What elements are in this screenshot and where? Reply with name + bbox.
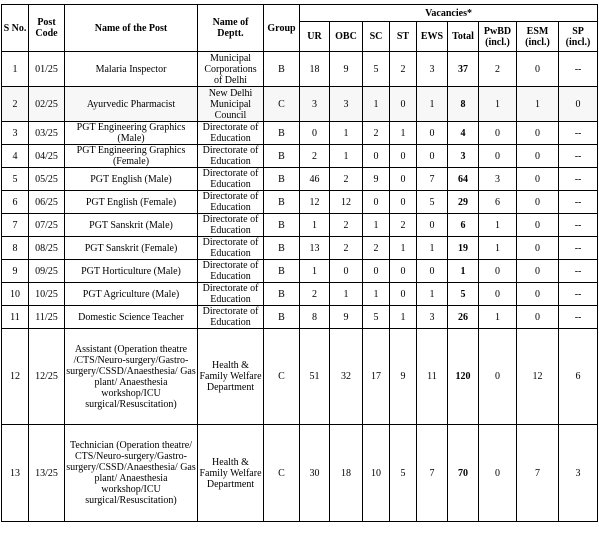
row-sp-cell: 3 — [559, 425, 598, 522]
row-obc-cell: 2 — [330, 237, 363, 260]
row-ur-cell: 12 — [300, 191, 330, 214]
row-sno-cell: 7 — [2, 214, 29, 237]
row-post-name-cell: Ayurvedic Pharmacist — [65, 87, 198, 122]
row-post-name-cell: PGT English (Female) — [65, 191, 198, 214]
row-esm-cell: 0 — [517, 52, 559, 87]
header-deptt: Name of Deptt. — [198, 5, 264, 52]
row-total-cell: 3 — [448, 145, 479, 168]
row-group-cell: B — [264, 191, 300, 214]
row-sno-cell: 6 — [2, 191, 29, 214]
row-post-name-cell: PGT Agriculture (Male) — [65, 283, 198, 306]
row-deptt-cell: Health & Family Welfare Department — [198, 425, 264, 522]
row-post-code-cell: 11/25 — [29, 306, 65, 329]
row-post-name-cell: Domestic Science Teacher — [65, 306, 198, 329]
row-total-cell: 70 — [448, 425, 479, 522]
row-obc-cell: 0 — [330, 260, 363, 283]
row-post-name-cell: PGT Sanskrit (Female) — [65, 237, 198, 260]
header-ur: UR — [300, 22, 330, 52]
row-total-cell: 4 — [448, 122, 479, 145]
row-pwbd-cell: 3 — [479, 168, 517, 191]
row-group-cell: B — [264, 52, 300, 87]
row-post-code-cell: 12/25 — [29, 329, 65, 425]
row-total-cell: 29 — [448, 191, 479, 214]
row-sp-cell: -- — [559, 260, 598, 283]
row-sno-cell: 9 — [2, 260, 29, 283]
row-ur-cell: 3 — [300, 87, 330, 122]
row-total-cell: 8 — [448, 87, 479, 122]
row-deptt-cell: New Delhi Municipal Council — [198, 87, 264, 122]
row-pwbd-cell: 0 — [479, 145, 517, 168]
row-ur-cell: 1 — [300, 214, 330, 237]
row-sc-cell: 1 — [363, 283, 390, 306]
vacancy-table — [1, 4, 598, 522]
row-ews-cell: 7 — [417, 168, 448, 191]
table-row — [2, 260, 598, 283]
table-row — [2, 52, 598, 87]
row-pwbd-cell: 1 — [479, 237, 517, 260]
row-pwbd-cell: 1 — [479, 87, 517, 122]
row-deptt-cell: Directorate of Education — [198, 237, 264, 260]
row-obc-cell: 32 — [330, 329, 363, 425]
row-ur-cell: 18 — [300, 52, 330, 87]
row-group-cell: B — [264, 122, 300, 145]
row-sc-cell: 5 — [363, 306, 390, 329]
row-group-cell: C — [264, 87, 300, 122]
row-esm-cell: 0 — [517, 122, 559, 145]
row-ur-cell: 2 — [300, 283, 330, 306]
row-post-name-cell: PGT Engineering Graphics (Male) — [65, 122, 198, 145]
header-sno: S No. — [2, 5, 29, 52]
row-st-cell: 0 — [390, 283, 417, 306]
row-st-cell: 0 — [390, 168, 417, 191]
row-obc-cell: 3 — [330, 87, 363, 122]
row-deptt-cell: Directorate of Education — [198, 191, 264, 214]
row-st-cell: 0 — [390, 260, 417, 283]
row-esm-cell: 0 — [517, 168, 559, 191]
row-post-code-cell: 13/25 — [29, 425, 65, 522]
row-sno-cell: 10 — [2, 283, 29, 306]
row-esm-cell: 0 — [517, 283, 559, 306]
row-ews-cell: 11 — [417, 329, 448, 425]
row-sp-cell: -- — [559, 168, 598, 191]
row-st-cell: 2 — [390, 52, 417, 87]
row-ur-cell: 51 — [300, 329, 330, 425]
row-group-cell: B — [264, 237, 300, 260]
header-sc: SC — [363, 22, 390, 52]
row-post-name-cell: Technician (Operation theatre/ CTS/Neuro-surgery/Gastro-surgery/CSSD/Anaesthesia/ Gas plant/ Anaesthesia workshop/ICU surgical/Resuscitation) — [65, 425, 198, 522]
row-ews-cell: 3 — [417, 306, 448, 329]
row-sc-cell: 9 — [363, 168, 390, 191]
row-esm-cell: 0 — [517, 237, 559, 260]
row-pwbd-cell: 2 — [479, 52, 517, 87]
row-sp-cell: -- — [559, 237, 598, 260]
row-ews-cell: 0 — [417, 214, 448, 237]
row-total-cell: 64 — [448, 168, 479, 191]
row-esm-cell: 0 — [517, 191, 559, 214]
table-row — [2, 87, 598, 122]
row-pwbd-cell: 1 — [479, 306, 517, 329]
row-group-cell: B — [264, 168, 300, 191]
table-row — [2, 122, 598, 145]
row-ews-cell: 0 — [417, 122, 448, 145]
row-ews-cell: 7 — [417, 425, 448, 522]
row-post-name-cell: PGT Engineering Graphics (Female) — [65, 145, 198, 168]
row-pwbd-cell: 0 — [479, 425, 517, 522]
row-ur-cell: 1 — [300, 260, 330, 283]
row-sno-cell: 11 — [2, 306, 29, 329]
row-sc-cell: 0 — [363, 260, 390, 283]
table-body — [2, 52, 598, 522]
row-post-code-cell: 03/25 — [29, 122, 65, 145]
row-obc-cell: 9 — [330, 306, 363, 329]
row-ews-cell: 3 — [417, 52, 448, 87]
row-deptt-cell: Health & Family Welfare Department — [198, 329, 264, 425]
row-group-cell: B — [264, 260, 300, 283]
row-sc-cell: 2 — [363, 122, 390, 145]
row-sp-cell: -- — [559, 52, 598, 87]
row-post-name-cell: PGT English (Male) — [65, 168, 198, 191]
row-deptt-cell: Municipal Corporations of Delhi — [198, 52, 264, 87]
table-row — [2, 145, 598, 168]
row-sno-cell: 2 — [2, 87, 29, 122]
row-deptt-cell: Directorate of Education — [198, 122, 264, 145]
row-deptt-cell: Directorate of Education — [198, 145, 264, 168]
row-total-cell: 6 — [448, 214, 479, 237]
row-ews-cell: 5 — [417, 191, 448, 214]
row-post-code-cell: 04/25 — [29, 145, 65, 168]
row-post-code-cell: 09/25 — [29, 260, 65, 283]
row-sc-cell: 10 — [363, 425, 390, 522]
row-st-cell: 1 — [390, 237, 417, 260]
row-obc-cell: 1 — [330, 122, 363, 145]
row-sno-cell: 5 — [2, 168, 29, 191]
row-ews-cell: 1 — [417, 87, 448, 122]
header-obc: OBC — [330, 22, 363, 52]
row-st-cell: 0 — [390, 87, 417, 122]
row-group-cell: B — [264, 214, 300, 237]
header-group: Group — [264, 5, 300, 52]
table-row — [2, 237, 598, 260]
row-ews-cell: 0 — [417, 145, 448, 168]
row-sp-cell: -- — [559, 145, 598, 168]
header-total: Total — [448, 22, 479, 52]
header-vacancies: Vacancies* — [300, 5, 598, 22]
row-pwbd-cell: 0 — [479, 329, 517, 425]
row-post-code-cell: 06/25 — [29, 191, 65, 214]
row-sp-cell: -- — [559, 191, 598, 214]
row-ur-cell: 0 — [300, 122, 330, 145]
header-post-name: Name of the Post — [65, 5, 198, 52]
row-esm-cell: 0 — [517, 306, 559, 329]
row-st-cell: 1 — [390, 122, 417, 145]
row-obc-cell: 9 — [330, 52, 363, 87]
row-post-name-cell: Malaria Inspector — [65, 52, 198, 87]
table-row — [2, 283, 598, 306]
row-st-cell: 5 — [390, 425, 417, 522]
row-esm-cell: 1 — [517, 87, 559, 122]
row-sc-cell: 2 — [363, 237, 390, 260]
row-ur-cell: 2 — [300, 145, 330, 168]
row-sno-cell: 13 — [2, 425, 29, 522]
header-sp: SP (incl.) — [559, 22, 598, 52]
header-st: ST — [390, 22, 417, 52]
row-deptt-cell: Directorate of Education — [198, 260, 264, 283]
row-esm-cell: 7 — [517, 425, 559, 522]
row-pwbd-cell: 0 — [479, 122, 517, 145]
row-deptt-cell: Directorate of Education — [198, 168, 264, 191]
row-group-cell: B — [264, 283, 300, 306]
row-sno-cell: 3 — [2, 122, 29, 145]
table-row — [2, 191, 598, 214]
table-row — [2, 329, 598, 425]
header-esm: ESM (incl.) — [517, 22, 559, 52]
row-st-cell: 2 — [390, 214, 417, 237]
header-ews: EWS — [417, 22, 448, 52]
table-row — [2, 214, 598, 237]
row-sno-cell: 4 — [2, 145, 29, 168]
row-esm-cell: 0 — [517, 145, 559, 168]
row-pwbd-cell: 0 — [479, 260, 517, 283]
row-total-cell: 1 — [448, 260, 479, 283]
row-sc-cell: 0 — [363, 191, 390, 214]
row-total-cell: 5 — [448, 283, 479, 306]
row-sno-cell: 8 — [2, 237, 29, 260]
row-sc-cell: 0 — [363, 145, 390, 168]
row-sp-cell: 0 — [559, 87, 598, 122]
row-pwbd-cell: 6 — [479, 191, 517, 214]
row-post-code-cell: 10/25 — [29, 283, 65, 306]
row-st-cell: 0 — [390, 145, 417, 168]
row-post-code-cell: 07/25 — [29, 214, 65, 237]
row-esm-cell: 0 — [517, 214, 559, 237]
row-post-code-cell: 02/25 — [29, 87, 65, 122]
row-obc-cell: 1 — [330, 283, 363, 306]
row-sp-cell: -- — [559, 214, 598, 237]
row-deptt-cell: Directorate of Education — [198, 283, 264, 306]
row-pwbd-cell: 0 — [479, 283, 517, 306]
row-total-cell: 120 — [448, 329, 479, 425]
table-row — [2, 168, 598, 191]
row-deptt-cell: Directorate of Education — [198, 306, 264, 329]
row-ur-cell: 30 — [300, 425, 330, 522]
row-sc-cell: 5 — [363, 52, 390, 87]
table-row — [2, 425, 598, 522]
row-st-cell: 0 — [390, 191, 417, 214]
row-sc-cell: 1 — [363, 87, 390, 122]
row-post-code-cell: 05/25 — [29, 168, 65, 191]
row-ur-cell: 46 — [300, 168, 330, 191]
row-sp-cell: -- — [559, 306, 598, 329]
table-row — [2, 306, 598, 329]
row-sp-cell: 6 — [559, 329, 598, 425]
row-group-cell: B — [264, 145, 300, 168]
row-total-cell: 37 — [448, 52, 479, 87]
row-ur-cell: 13 — [300, 237, 330, 260]
header-pwbd: PwBD (incl.) — [479, 22, 517, 52]
row-post-code-cell: 01/25 — [29, 52, 65, 87]
row-ur-cell: 8 — [300, 306, 330, 329]
header-post-code: Post Code — [29, 5, 65, 52]
row-obc-cell: 18 — [330, 425, 363, 522]
row-ews-cell: 1 — [417, 237, 448, 260]
row-total-cell: 26 — [448, 306, 479, 329]
row-pwbd-cell: 1 — [479, 214, 517, 237]
row-obc-cell: 1 — [330, 145, 363, 168]
row-sno-cell: 12 — [2, 329, 29, 425]
row-group-cell: C — [264, 425, 300, 522]
row-post-name-cell: PGT Horticulture (Male) — [65, 260, 198, 283]
row-sno-cell: 1 — [2, 52, 29, 87]
row-obc-cell: 2 — [330, 214, 363, 237]
row-post-name-cell: Assistant (Operation theatre /CTS/Neuro-surgery/Gastro-surgery/CSSD/Anaesthesia/ Gas plant/ Anaesthesia workshop/ICU surgical/Resuscitation) — [65, 329, 198, 425]
row-st-cell: 9 — [390, 329, 417, 425]
row-deptt-cell: Directorate of Education — [198, 214, 264, 237]
row-post-name-cell: PGT Sanskrit (Male) — [65, 214, 198, 237]
row-group-cell: B — [264, 306, 300, 329]
row-group-cell: C — [264, 329, 300, 425]
row-obc-cell: 2 — [330, 168, 363, 191]
row-ews-cell: 1 — [417, 283, 448, 306]
row-obc-cell: 12 — [330, 191, 363, 214]
row-esm-cell: 12 — [517, 329, 559, 425]
row-sp-cell: -- — [559, 122, 598, 145]
row-sp-cell: -- — [559, 283, 598, 306]
row-sc-cell: 17 — [363, 329, 390, 425]
row-total-cell: 19 — [448, 237, 479, 260]
row-ews-cell: 0 — [417, 260, 448, 283]
row-esm-cell: 0 — [517, 260, 559, 283]
row-st-cell: 1 — [390, 306, 417, 329]
row-post-code-cell: 08/25 — [29, 237, 65, 260]
header-row-top — [2, 5, 598, 22]
row-sc-cell: 1 — [363, 214, 390, 237]
